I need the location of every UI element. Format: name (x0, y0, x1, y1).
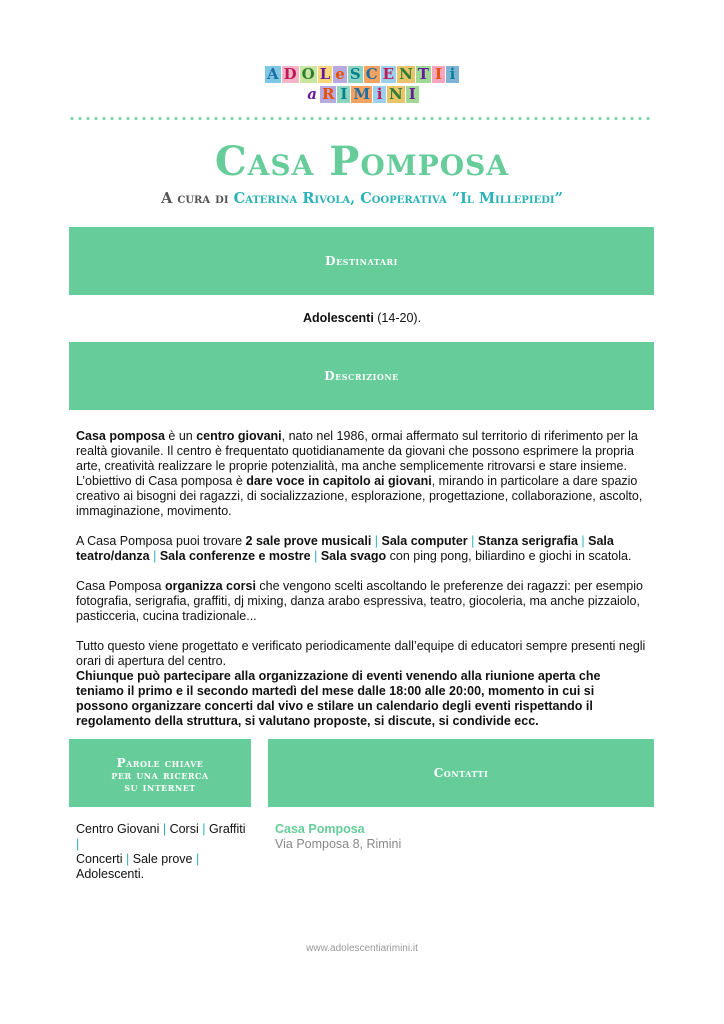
destinatari-rest: (14-20). (373, 311, 422, 325)
page-subtitle (0, 190, 724, 207)
logo-letter: E (382, 65, 395, 83)
logo-letter: T (417, 65, 429, 83)
keyword: Sale prove (132, 852, 193, 866)
keyword: Centro Giovani (76, 822, 160, 836)
destinatari-bold: Adolescenti (302, 311, 374, 325)
description-paragraph-1 (76, 429, 648, 519)
description-paragraph-3 (76, 579, 648, 624)
desc-text: è un (164, 429, 197, 443)
section-header-descrizione: Descrizione (69, 342, 654, 410)
section-header-parole-chiave (69, 739, 251, 807)
logo-line-2 (0, 86, 724, 103)
separator: | (76, 837, 80, 851)
contact-block (275, 822, 635, 852)
subtitle-author: Caterina Rivola, Cooperativa “Il Millepiedi” (233, 190, 563, 207)
separator: | (192, 852, 200, 866)
separator: | (198, 822, 209, 836)
desc-text: Tutto questo viene progettato e verificato periodicamente dall’equipe di educatori sempre presenti negli orari di apertura del centro. (76, 639, 646, 668)
section-header-destinatari: Destinatari (69, 227, 654, 295)
section-header-contatti: Contatti (268, 739, 654, 807)
logo-letter: I (406, 86, 419, 103)
desc-text: , mirando in particolare a dare spazio creativo ai bisogni dei ragazzi, di socializzazione, esplorazione, progettazione, collaborazione, ascolto, immaginazione, movimento. (76, 474, 643, 518)
parole-line-2: per una ricerca (111, 768, 209, 782)
desc-text: che vengono scelti ascoltando le preferenze dei ragazzi: per esempio fotografia, serigrafia, graffiti, dj mixing, danza arabo espressiva, teatro, giocoleria, ma anche pizzaiolo, pasticceria, cucina tradizionale... (76, 579, 643, 623)
logo-letter: R (321, 85, 335, 103)
room-serigrafia: Stanza serigrafia (477, 534, 578, 548)
room-teatro: Sala teatro/danza (76, 534, 614, 563)
desc-text: con ping pong, biliardino e giochi in scatola. (386, 549, 632, 563)
room-conferenze: Sala conferenze e mostre (159, 549, 311, 563)
separator: | (149, 549, 160, 563)
desc-bold: organizza corsi (164, 579, 256, 593)
description-paragraph-4 (76, 639, 648, 729)
logo-letter: i (373, 86, 386, 103)
logo-letter: O (301, 65, 315, 83)
keyword: Adolescenti. (76, 867, 145, 881)
logo-letter: N (399, 65, 413, 83)
keyword: Corsi (169, 822, 199, 836)
desc-bold: centro giovani (196, 429, 282, 443)
dotted-divider (68, 117, 654, 120)
room-svago: Sala svago (320, 549, 387, 563)
parole-line-1: Parole chiave (116, 756, 204, 770)
separator: | (371, 534, 382, 548)
logo-letter: N (389, 85, 403, 103)
page-title: Casa Pomposa (214, 138, 510, 185)
desc-text: Casa Pomposa (76, 579, 165, 593)
desc-bold: Casa pomposa (76, 429, 165, 443)
keyword: Graffiti (208, 822, 246, 836)
separator: | (310, 549, 321, 563)
keyword: Concerti (76, 852, 123, 866)
subtitle-prefix: A cura di (161, 190, 229, 207)
logo-letter: A (267, 65, 279, 83)
logo-letter: D (283, 65, 297, 83)
room-computer: Sala computer (381, 534, 468, 548)
logo-letter: M (353, 85, 371, 103)
room-musicali: 2 sale prove musicali (245, 534, 372, 548)
separator: | (122, 852, 133, 866)
desc-bold: Chiunque può partecipare alla organizzazione di eventi venendo alla riunione aperta che teniamo il primo e il secondo martedì del mese dalle 18:00 alle 20:00, momento in cui si possono organizzare concerti dal vivo e stilare un calendario degli eventi rispettando il regolamento della struttura, si valutano proposte, si discute, si condivide ecc. (76, 669, 601, 728)
separator: | (467, 534, 478, 548)
logo-letter: I (337, 86, 350, 103)
separator: | (159, 822, 170, 836)
logo-letter: a (307, 85, 317, 103)
keywords-list (76, 822, 252, 882)
parole-line-3: su internet (124, 780, 196, 794)
contact-address: Via Pomposa 8, Rimini (275, 837, 402, 851)
desc-bold: dare voce in capitolo ai giovani (246, 474, 432, 488)
logo-letter: I (432, 66, 445, 83)
separator: | (577, 534, 589, 548)
logo-letter: e (335, 65, 345, 83)
logo-letter: i (446, 66, 459, 83)
description-body (76, 429, 648, 744)
logo-line-1 (0, 66, 724, 83)
desc-text: , nato nel 1986, ormai affermato sul territorio di riferimento per la realtà giovanile. Il centro è frequentato quotidianamente da giovani che possono esprimere la propria arte, creatività realizzare le proprie potenzialità, ma anche semplicemente ritrovarsi e stare insieme. L’obiettivo di Casa pomposa è (76, 429, 638, 488)
logo-letter: S (349, 65, 361, 83)
description-paragraph-2 (76, 534, 648, 564)
footer-url[interactable]: www.adolescentiarimini.it (306, 943, 418, 954)
desc-text: A Casa Pomposa puoi trovare (76, 534, 246, 548)
logo-letter: C (365, 65, 378, 83)
site-logo (0, 66, 724, 103)
contact-name: Casa Pomposa (275, 822, 365, 836)
logo-letter: L (319, 65, 331, 83)
destinatari-text (0, 311, 724, 325)
